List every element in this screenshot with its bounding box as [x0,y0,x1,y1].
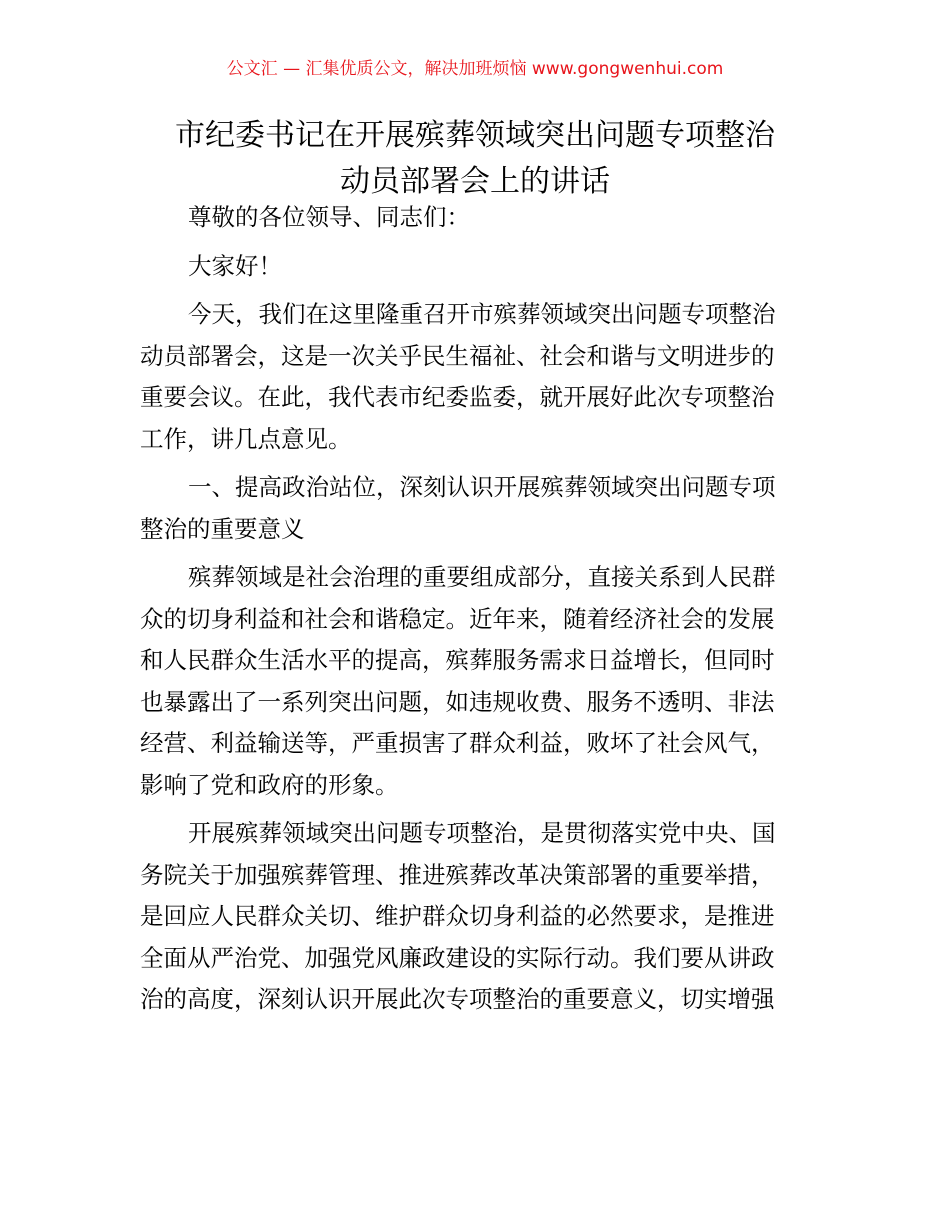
text-line: 众的切身利益和社会和谐稳定。近年来，随着经济社会的发展 [140,604,775,633]
text-line: 全面从严治党、加强党风廉政建设的实际行动。我们要从讲政 [140,943,775,972]
text-line: 工作，讲几点意见。 [140,424,352,453]
text-line: 尊敬的各位领导、同志们： [188,203,470,231]
text-line: 治的高度，深刻认识开展此次专项整治的重要意义，切实增强 [140,985,775,1013]
document-body [140,197,812,1021]
title-line-2: 动员部署会上的讲话 [340,164,610,199]
greeting [140,246,812,288]
text-line: 经营、利益输送等，严重损害了群众利益，败坏了社会风气， [140,729,775,757]
text-line: 和人民群众生活水平的提高，殡葬服务需求日益增长，但同时 [140,646,775,674]
text-line: 开展殡葬领域突出问题专项整治，是贯彻落实党中央、国 [188,819,776,847]
text-line: 整治的重要意义 [140,514,305,543]
text-line: 重要会议。在此，我代表市纪委监委，就开展好此次专项整治 [140,383,775,411]
text-line: 一、提高政治站位，深刻认识开展殡葬领域突出问题专项 [188,473,776,501]
salutation [140,197,812,239]
site-banner-text: 公文汇 — 汇集优质公文，解决加班烦恼 www.gongwenhui.com [226,59,724,79]
text-line: 大家好！ [188,251,282,280]
text-line: 务院关于加强殡葬管理、推进殡葬改革决策部署的重要举措， [140,860,775,889]
site-banner [0,58,950,80]
text-line: 殡葬领域是社会治理的重要组成部分，直接关系到人民群 [188,563,776,591]
text-line: 是回应人民群众关切、维护群众切身利益的必然要求，是推进 [140,902,775,930]
paragraph-significance [140,813,812,1021]
text-line: 今天，我们在这里隆重召开市殡葬领域突出问题专项整治 [188,300,776,328]
text-line: 也暴露出了一系列突出问题，如违规收费、服务不透明、非法 [140,687,775,716]
title-line-1: 市纪委书记在开展殡葬领域突出问题专项整治 [175,118,775,153]
document-title [0,113,950,205]
paragraph-background [140,557,812,806]
text-line: 动员部署会，这是一次关乎民生福祉、社会和谐与文明进步的 [140,341,775,370]
paragraph-intro [140,294,812,460]
text-line: 影响了党和政府的形象。 [140,770,399,799]
section-heading-1 [140,467,812,550]
